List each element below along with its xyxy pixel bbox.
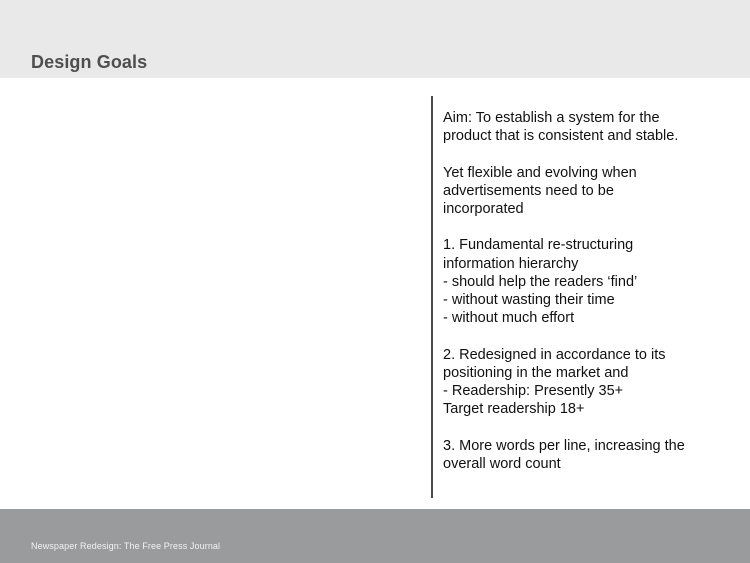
- text-line: Aim: To establish a system for the: [443, 110, 660, 126]
- text-line: incorporated: [443, 201, 524, 217]
- text-line: - without much effort: [443, 310, 575, 327]
- text-line: 1. Fundamental re-structuring: [443, 237, 634, 254]
- footer-caption: Newspaper Redesign: The Free Press Journal: [31, 541, 221, 551]
- design-goals-text: [443, 109, 733, 473]
- text-line: overall word count: [443, 455, 561, 472]
- text-line: 3. More words per line, increasing the: [443, 437, 685, 454]
- text-line: advertisements need to be: [443, 182, 614, 199]
- text-line: Yet flexible and evolving when: [443, 164, 637, 181]
- goal-2-paragraph: [443, 346, 733, 419]
- text-line: 2. Redesigned in accordance to its: [443, 346, 666, 363]
- goal-1-paragraph: [443, 236, 733, 327]
- goal-3-paragraph: [443, 437, 733, 473]
- text-line: product that is consistent and stable.: [443, 128, 679, 145]
- text-line: positioning in the market and: [443, 364, 629, 381]
- aim-paragraph: [443, 109, 733, 145]
- text-line: - without wasting their time: [443, 292, 615, 308]
- text-line: information hierarchy: [443, 255, 579, 272]
- text-line: Target readership 18+: [443, 401, 585, 418]
- footer-band: [0, 509, 750, 563]
- text-line: - should help the readers ‘find’: [443, 273, 638, 290]
- text-line: - Readership: Presently 35+: [443, 383, 624, 399]
- flexibility-paragraph: [443, 164, 733, 219]
- page-title: Design Goals: [31, 52, 148, 72]
- vertical-divider: [431, 96, 433, 498]
